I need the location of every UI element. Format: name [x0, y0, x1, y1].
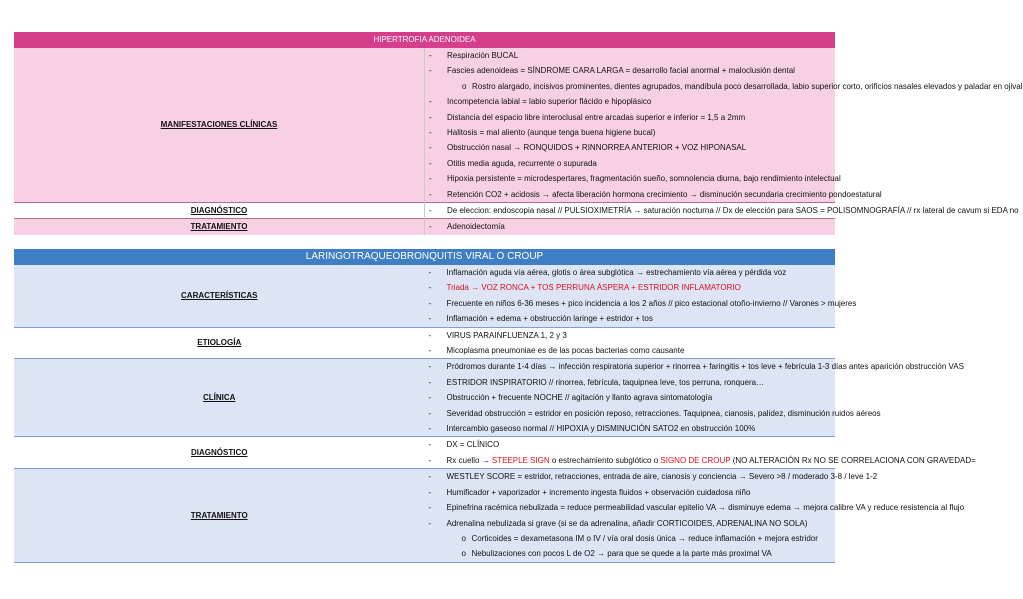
- list-item: [425, 453, 976, 468]
- croup-title: LARINGOTRAQUEOBRONQUITIS VIRAL O CROUP: [14, 249, 835, 265]
- list-item: - Adrenalina nebulizada si grave (si se da adrenalina, añadir CORTICOIDES, ADRENALINA NO SOLA): [425, 516, 836, 531]
- list-item: - Hipoxia persistente = microdespertares, fragmentación sueño, somnolencia diurna, bajo rendimiento intelectual: [425, 171, 835, 186]
- list-item: - Respiración BUCAL: [425, 48, 835, 63]
- croup-treatment-content: [425, 469, 965, 562]
- characteristics-content: [425, 265, 857, 327]
- list-item: - Adenoidectomía: [425, 219, 835, 234]
- list-item: o Rostro alargado, incisivos prominentes, dientes agrupados, mandíbula poco desarrollada, labio superior corto, orificios nasales elevados y paladar en ojival: [425, 79, 835, 94]
- etiology-content: [425, 327, 836, 359]
- adenoid-diagnosis-label: DIAGNÓSTICO: [14, 203, 425, 219]
- croup-table: [14, 249, 976, 563]
- list-item: - WESTLEY SCORE = estridor, retracciones, entrada de aire, cianosis y conciencia → Severo >8 / moderado 3-8 / leve 1-2: [425, 469, 836, 484]
- croup-diagnosis-label: DIAGNÓSTICO: [14, 437, 425, 469]
- list-item: - Halitosis = mal aliento (aunque tenga buena higiene bucal): [425, 125, 835, 140]
- list-item: - DX = CLÍNICO: [425, 437, 836, 452]
- list-item: - De eleccion: endoscopia nasal // PULSIOXIMETRÍA → saturación nocturna // Dx de elección para SAOS = POLISOMNOGRAFÍA // rx lateral de cavum si EDA no: [425, 203, 835, 218]
- clinic-content: [425, 359, 964, 437]
- croup-treatment-label: TRATAMIENTO: [14, 469, 425, 562]
- etiology-label: ETIOLOGÍA: [14, 327, 425, 359]
- list-item: - Obstrucción + frecuente NOCHE // agitación y llanto agrava sintomatología: [425, 390, 836, 405]
- list-item: o Corticoides = dexametasona IM o IV / vía oral dosis única → reduce inflamación + mejora estridor: [425, 531, 836, 546]
- list-item: - Intercambio gaseoso normal // HIPOXIA y DISMINUCIÓN SATO2 en obstrucción 100%: [425, 421, 836, 436]
- list-item: - Inflamación + edema + obstrucción laringe + estridor + tos: [425, 311, 836, 326]
- list-item: [425, 280, 836, 295]
- list-item: - Frecuente en niños 6-36 meses + pico incidencia a los 2 años // pico estacional otoño-invierno // Varones > mujeres: [425, 296, 836, 311]
- list-item: - Fascies adenoideas = SÍNDROME CARA LARGA = desarrollo facial anormal + maloclusión dental: [425, 63, 835, 78]
- steeple-sign: STEEPLE SIGN: [491, 455, 550, 465]
- list-item: - Incompetencia labial = labio superior flácido e hipoplásico: [425, 94, 835, 109]
- list-item: - Otitis media aguda, recurrente o supurada: [425, 156, 835, 171]
- list-item: - Humificador + vaporizador + incremento ingesta fluidos + observación cuidadosa niño: [425, 485, 836, 500]
- list-item: - Severidad obstrucción = estridor en posición reposo, retracciones. Taquipnea, cianosis, palidez, disminución ruidos aéreos: [425, 406, 836, 421]
- adenoid-title: HIPERTROFIA ADENOIDEA: [14, 32, 835, 48]
- list-item: - Obstrucción nasal → RONQUIDOS + RINNORREA ANTERIOR + VOZ HIPONASAL: [425, 140, 835, 155]
- dx-prefix: Rx cuello →: [446, 455, 492, 465]
- adenoid-table: [14, 32, 1023, 235]
- list-item: - ESTRIDOR INSPIRATORIO // rinorrea, febrícula, taquipnea leve, tos perruna, ronquera…: [425, 375, 836, 390]
- list-item: - Epinefrina racémica nebulizada = reduce permeabilidad vascular epitelio VA → disminuye edema → mejora calibre VA y reduce resistencia al flujo: [425, 500, 836, 515]
- triad-text: VOZ RONCA + TOS PERRUNA ÁSPERA + ESTRIDOR INFLAMATORIO: [481, 283, 741, 293]
- croup-diagnosis-content: [425, 437, 976, 469]
- characteristics-label: CARACTERÍSTICAS: [14, 265, 425, 327]
- list-item: o Nebulizaciones con pocos L de O2 → para que se quede a la parte más proximal VA: [425, 546, 836, 561]
- croup-sign: SIGNO DE CROUP: [660, 455, 731, 465]
- list-item: - VIRUS PARAINFLUENZA 1, 2 y 3: [425, 328, 836, 343]
- triad-prefix: Triada →: [446, 283, 482, 293]
- manifestations-content: [425, 48, 1023, 203]
- list-item: - Distancia del espacio libre interoclusal entre arcadas superior e inferior = 1,5 a 2mm: [425, 110, 835, 125]
- dx-suffix: (NO ALTERACIÓN Rx NO SE CORRELACIONA CON GRAVEDAD=: [730, 455, 976, 465]
- adenoid-treatment-content: [425, 219, 836, 235]
- list-item: - Retención CO2 + acidosis → afecta liberación hormona crecimiento → disminución secundaria crecimiento pondoestatural: [425, 187, 835, 202]
- list-item: - Inflamación aguda vía aérea, glotis o área subglótica → estrechamiento vía aérea y pérdida voz: [425, 265, 836, 280]
- adenoid-treatment-label: TRATAMIENTO: [14, 219, 425, 235]
- dx-mid: o estrechamiento subglótico o: [549, 455, 661, 465]
- list-item: - Micoplasma pneumoniae es de las pocas bacterias como causante: [425, 343, 836, 358]
- adenoid-diagnosis-content: [425, 203, 1019, 219]
- manifestations-label: MANIFESTACIONES CLÍNICAS: [14, 48, 425, 203]
- clinic-label: CLÍNICA: [14, 359, 425, 437]
- list-item: - Pródromos durante 1-4 días → infección respiratoria superior + rinorrea + faringitis + tos leve + febrícula 1-3 días antes aparición obstrucción VAS: [425, 359, 836, 374]
